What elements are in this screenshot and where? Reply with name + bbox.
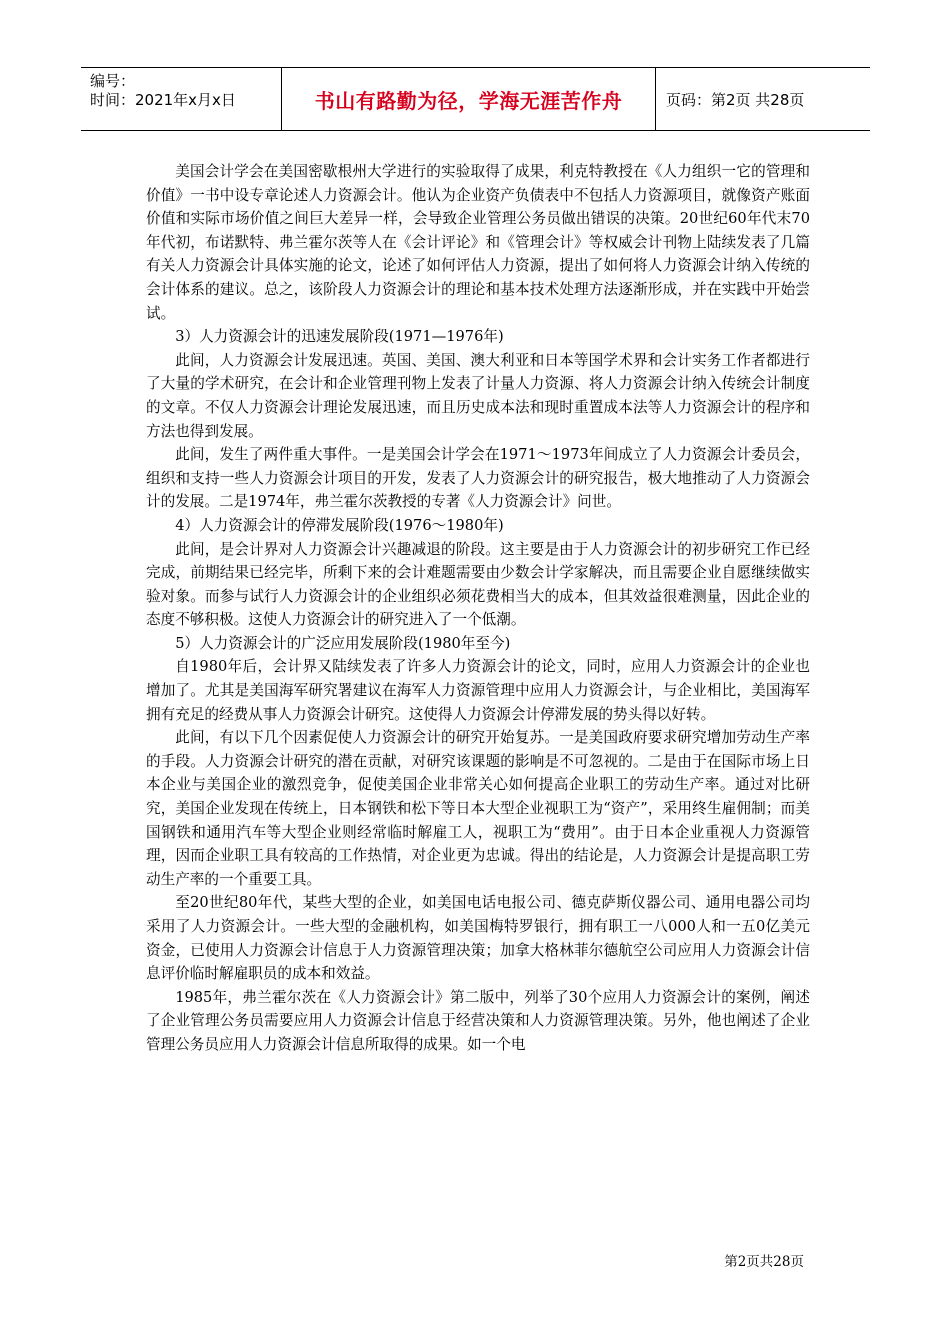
document-body <box>146 160 810 1057</box>
body-paragraph: 此间，发生了两件重大事件。一是美国会计学会在1971～1973年间成立了人力资源会计委员会，组织和支持一些人力资源会计项目的开发，发表了人力资源会计的研究报告，极大地推动了人力资源会计的发展。二是1974年，弗兰霍尔茨教授的专著《人力资源会计》问世。 <box>146 446 810 511</box>
header-motto: 书山有路勤为径，学海无涯苦作舟 <box>281 68 656 130</box>
section-heading: 3）人力资源会计的迅速发展阶段(1971—1976年) <box>175 328 504 346</box>
document-number-label: 编号： <box>90 72 136 90</box>
body-paragraph: 自1980年后，会计界又陆续发表了许多人力资源会计的论文，同时，应用人力资源会计的企业也增加了。尤其是美国海军研究署建议在海军人力资源管理中应用人力资源会计，与企业相比，美国海军拥有充足的经费从事人力资源会计研究。这使得人力资源会计停滞发展的势头得以好转。 <box>146 658 810 723</box>
document-date-label: 时间：2021年x月x日 <box>90 91 236 109</box>
page-footer: 第2页共28页 <box>724 1254 804 1270</box>
body-paragraph: 1985年，弗兰霍尔茨在《人力资源会计》第二版中，列举了30个应用人力资源会计的案例，阐述了企业管理公务员需要应用人力资源会计信息于经营决策和人力资源管理决策。另外，他也阐述了企业管理公务员应用人力资源会计信息所取得的成果。如一个电 <box>146 988 810 1053</box>
section-heading: 4）人力资源会计的停滞发展阶段(1976～1980年) <box>175 516 504 534</box>
body-paragraph: 此间，人力资源会计发展迅速。英国、美国、澳大利亚和日本等国学术界和会计实务工作者都进行了大量的学术研究，在会计和企业管理刊物上发表了计量人力资源、将人力资源会计纳入传统会计制度的文章。不仅人力资源会计理论发展迅速，而且历史成本法和现时重置成本法等人力资源会计的程序和方法也得到发展。 <box>146 351 810 440</box>
body-paragraph: 此间，有以下几个因素促使人力资源会计的研究开始复苏。一是美国政府要求研究增加劳动生产率的手段。人力资源会计研究的潜在贡献，对研究该课题的影响是不可忽视的。二是由于在国际市场上日本企业与美国企业的激烈竞争，促使美国企业非常关心如何提高企业职工的劳动生产率。通过对比研究，美国企业发现在传统上，日本钢铁和松下等日本大型企业视职工为“资产”，采用终生雇佣制；而美国钢铁和通用汽车等大型企业则经常临时解雇工人，视职工为“费用”。由于日本企业重视人力资源管理，因而企业职工具有较高的工作热情，对企业更为忠诚。得出的结论是，人力资源会计是提高职工劳动生产率的一个重要工具。 <box>146 729 810 888</box>
page-header <box>81 67 870 131</box>
header-page-number: 页码：第2页 共28页 <box>666 90 805 109</box>
body-paragraph: 美国会计学会在美国密歇根州大学进行的实验取得了成果，利克特教授在《人力组织一它的管理和价值》一书中设专章论述人力资源会计。他认为企业资产负债表中不包括人力资源项目，就像资产账面价值和实际市场价值之间巨大差异一样，会导致企业管理公务员做出错误的决策。20世纪60年代末70年代初，布诺默特、弗兰霍尔茨等人在《会计评论》和《管理会计》等权威会计刊物上陆续发表了几篇有关人力资源会计具体实施的论文，论述了如何评估人力资源，提出了如何将人力资源会计纳入传统的会计体系的建议。总之，该阶段人力资源会计的理论和基本技术处理方法逐渐形成，并在实践中开始尝试。 <box>146 163 810 322</box>
body-paragraph: 此间，是会计界对人力资源会计兴趣减退的阶段。这主要是由于人力资源会计的初步研究工作已经完成，前期结果已经完毕，所剩下来的会计难题需要由少数会计学家解决，而且需要企业自愿继续做实验对象。而参与试行人力资源会计的企业组织必须花费相当大的成本，但其效益很难测量，因此企业的态度不够积极。这使人力资源会计的研究进入了一个低潮。 <box>146 540 810 629</box>
body-paragraph: 至20世纪80年代，某些大型的企业，如美国电话电报公司、德克萨斯仪器公司、通用电器公司均采用了人力资源会计。一些大型的金融机构，如美国梅特罗银行，拥有职工一八000人和一五0亿美元资金，已使用人力资源会计信息于人力资源管理决策；加拿大格林菲尔德航空公司应用人力资源会计信息评价临时解雇职员的成本和效益。 <box>146 894 810 983</box>
header-meta <box>81 68 281 130</box>
section-heading: 5）人力资源会计的广泛应用发展阶段(1980年至今) <box>175 634 511 652</box>
